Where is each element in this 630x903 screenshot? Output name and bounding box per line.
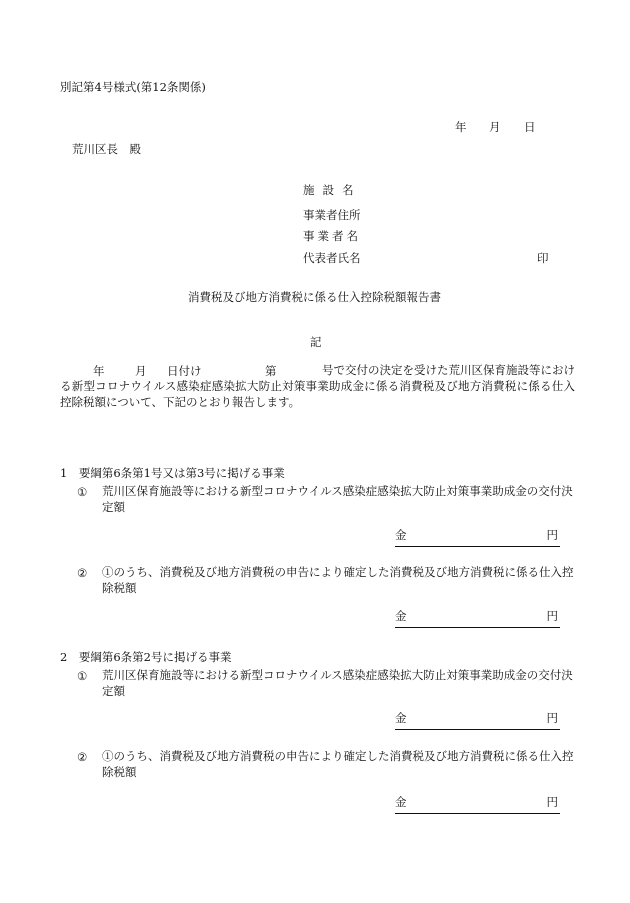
item-marker: ① — [77, 485, 88, 499]
item-marker: ② — [77, 566, 88, 580]
date-month: 月 — [489, 120, 501, 134]
section-heading: 2 要綱第6条第2号に掲げる事業 — [60, 650, 232, 664]
intro-dai: 第 — [265, 364, 277, 378]
intro-text: 号で交付の決定を受けた荒川区保育施設等における新型コロナウイルス感染症感染拡大防止対策事業助成金に係る消費税及び地方消費税に係る仕入控除税額について、下記のとおり報告します。 — [60, 363, 575, 409]
yen-label: 円 — [546, 609, 558, 623]
intro-month: 月 — [135, 364, 147, 378]
intro-year: 年 — [93, 364, 105, 378]
document-title: 消費税及び地方消費税に係る仕入控除税額報告書 — [188, 290, 441, 304]
item-marker: ② — [77, 750, 88, 764]
operator-address-label: 事業者住所 — [303, 208, 361, 222]
date-year: 年 — [455, 120, 467, 134]
amount-field — [395, 797, 560, 814]
item-text: 荒川区保育施設等における新型コロナウイルス感染症感染拡大防止対策事業助成金の交付決定額 — [102, 484, 573, 514]
intro-dated: 日付け — [167, 364, 202, 378]
amount-field — [395, 713, 560, 730]
item-text: ①のうち、消費税及び地方消費税の申告により確定した消費税及び地方消費税に係る仕入控除税額 — [102, 749, 574, 779]
facility-name-label: 施設名 — [303, 183, 362, 197]
ki-label: 記 — [310, 335, 322, 349]
yen-label: 円 — [546, 528, 558, 542]
kin-label: 金 — [395, 795, 407, 809]
kin-label: 金 — [395, 528, 407, 542]
kin-label: 金 — [395, 609, 407, 623]
date-day: 日 — [524, 120, 536, 134]
kin-label: 金 — [395, 711, 407, 725]
amount-field — [395, 611, 560, 628]
item-text: ①のうち、消費税及び地方消費税の申告により確定した消費税及び地方消費税に係る仕入控除税額 — [102, 565, 574, 595]
section-heading: 1 要綱第6条第1号又は第3号に掲げる事業 — [60, 466, 285, 480]
addressee: 荒川区長 殿 — [72, 142, 141, 156]
form-number: 別記第4号様式(第12条関係) — [60, 80, 206, 94]
item-marker: ① — [77, 669, 88, 683]
operator-name-label: 事業者名 — [303, 229, 361, 243]
seal-mark: 印 — [537, 251, 549, 265]
yen-label: 円 — [546, 795, 558, 809]
item-text: 荒川区保育施設等における新型コロナウイルス感染症感染拡大防止対策事業助成金の交付決定額 — [102, 668, 573, 698]
yen-label: 円 — [546, 711, 558, 725]
representative-name-label: 代表者氏名 — [303, 251, 361, 265]
amount-field — [395, 530, 560, 547]
